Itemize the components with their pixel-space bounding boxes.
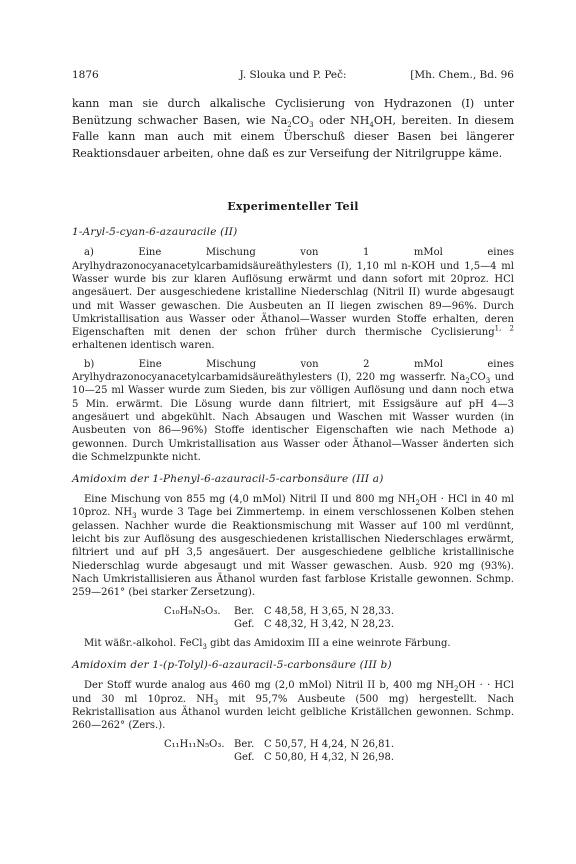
analysis-found-row [164,751,514,764]
running-head [72,68,514,82]
journal-reference: [Mh. Chem., Bd. 96 [410,69,514,81]
elemental-analysis-tolyl [72,738,514,765]
page-number: 1876 [72,69,99,81]
amidoxim-tolyl-paragraph: Der Stoff wurde analog aus 460 mg (2,0 mMol) Nitril II b, 400 mg $NH_2OH$ · · HCl und 30 ml 10proz. $NH_3$ mit 95,7% Ausbeute (500 mg) hergestellt. Nach Rekristallisation aus Äthanol wurden leicht gelbliche Kriställchen gewonnen. Schmp. 260—262° (Zers.). [72,680,514,732]
molecular-formula: C₁₁H₁₁N₅O₃. [164,738,225,750]
molecular-formula: C₁₀H₉N₅O₃. [164,605,221,617]
calculated-values: C 48,58, H 3,65, N 28,33. [264,605,395,617]
subheading-aryl-cyan-azauracile: 1-Aryl-5-cyan-6-azauracile (II) [72,226,238,239]
calculated-label: Ber. [234,738,255,750]
calculated-values: C 50,57, H 4,24, N 26,81. [264,738,395,750]
analysis-found-row [164,618,514,631]
found-values: C 50,80, H 4,32, N 26,98. [264,751,395,763]
calculated-label: Ber. [234,605,255,617]
amidoxim-phenyl-paragraph: Eine Mischung von 855 mg (4,0 mMol) Nitril II und 800 mg $NH_2OH$ · HCl in 40 ml 10proz. $NH_3$ wurde 3 Tage bei Zimmertemp. in einem verschlossenen Kolben stehen gelassen. Nachher wurde die Reaktionsmischung mit Wasser auf 100 ml verdünnt, leicht bis zur Auflösung des ausgeschiedenen kristallischen Niederschlages erwärmt, filtriert und auf pH 3,5 angesäuert. Der ausgeschiedene gelbliche kristallinische Niederschlag wurde abgesaugt und mit Wasser gewaschen. Ausb. 920 mg (93%). Nach Umkristallisieren aus Äthanol wurden fast farblose Kristalle gewonnen. Schmp. 259—261° (bei starker Zersetzung). [72,494,514,599]
section-title: Experimenteller Teil [227,200,359,214]
subheading-amidoxim-phenyl: Amidoxim der 1-Phenyl-6-azauracil-5-carbonsäure (III a) [72,473,384,486]
analysis-calculated-row [164,738,514,751]
footnote-reference: 1, 2 [494,324,515,333]
method-b-paragraph: b) Eine Mischung von 2 mMol eines Arylhydrazonocyanacetylcarbamidsäureäthylesters (I), 220 mg wasserfr. $Na_2CO_3$ und 10—25 ml Wasser wurde zum Sieden, bis zur völligen Auflösung und dann noch etwa 5 Min. erwärmt. Die Lösung wurde dann filtriert, mit Essigsäure auf pH 4—3 angesäuert und abgekühlt. Nach Absaugen und Waschen mit Wasser wurden (in Ausbeuten von 86—96%) Stoffe identischer Eigenschaften wie nach Methode a) gewonnen. Durch Umkristallisation aus Wasser oder Äthanol—Wasser änderten sich die Schmelzpunkte nicht. [72,358,514,463]
method-a-paragraph: a) Eine Mischung von 1 mMol eines Arylhydrazonocyanacetylcarbamidsäureäthylesters (I), 1,10 ml n-KOH und 1,5—4 ml Wasser wurde bis zur klaren Auflösung erwärmt und dann sofort mit 20proz. HCl angesäuert. Der ausgeschiedene kristalline Niederschlag (Nitril II) wurde abgesaugt und mit Wasser gewaschen. Die Ausbeuten an II liegen zwischen 89—96%. Durch Umkristallisation aus Wasser oder Äthanol—Wasser wurden Stoffe erhalten, deren Eigenschaften mit denen der schon früher durch thermische Cyclisierung$^{1, 2}$ erhaltenen identisch waren. [72,247,515,352]
subheading-amidoxim-tolyl: Amidoxim der 1-(p-Tolyl)-6-azauracil-5-carbonsäure (III b) [72,659,392,672]
page [72,68,514,770]
analysis-calculated-row [164,605,514,618]
intro-paragraph: kann man sie durch alkalische Cyclisierung von Hydrazonen (I) unter Benützung schwacher Basen, wie $Na_2CO_3$ oder $NH_4OH$, bereiten. In diesem Falle kann man auch mit einem Überschuß dieser Basen bei längerer Reaktionsdauer arbeiten, ohne daß es zur Verseifung der Nitrilgruppe käme. [72,97,514,160]
found-label: Gef. [234,618,255,630]
elemental-analysis-phenyl [72,605,514,632]
fecl3-note-paragraph: Mit wäßr.-alkohol. FeCl$_3$ gibt das Amidoxim III a eine weinrote Färbung. [84,638,451,652]
found-label: Gef. [234,751,255,763]
found-values: C 48,32, H 3,42, N 28,23. [264,618,395,630]
authors: J. Slouka und P. Peč: [239,69,347,81]
